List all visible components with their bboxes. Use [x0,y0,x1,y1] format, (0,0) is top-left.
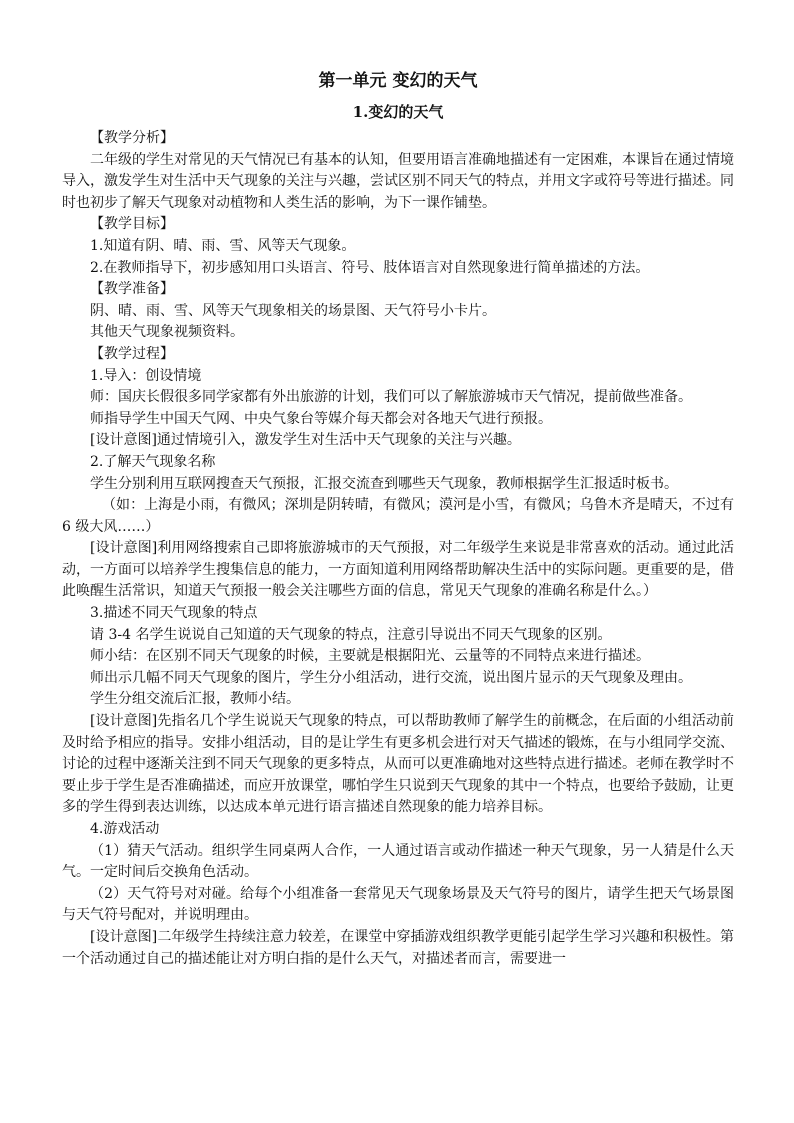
paragraph: [设计意图]利用网络搜索自己即将旅游城市的天气预报，对二年级学生来说是非常喜欢的活动。通过此活动，一方面可以培养学生搜集信息的能力，一方面知道利用网络帮助解决生活中的实际问题。更重要的是，借此唤醒生活常识，知道天气预报一般会关注哪些方面的信息，常见天气现象的准确名称是什么。） [62,540,734,600]
paragraph: 1.导入：创设情境 [90,367,202,384]
paragraph: 学生分组交流后汇报，教师小结。 [90,691,300,708]
unit-title: 第一单元 变幻的天气 [318,71,478,91]
paragraph: 师小结：在区别不同天气现象的时候，主要就是根据阳光、云量等的不同特点来进行描述。 [90,648,650,665]
paragraph: [设计意图]通过情境引入，激发学生对生活中天气现象的关注与兴趣。 [90,432,521,449]
paragraph: （如：上海是小雨，有微风；深圳是阴转晴，有微风；漠河是小雪，有微风；乌鲁木齐是晴天，不过有 6 级大风……） [62,497,734,535]
paragraph: 阴、晴、雨、雪、风等天气现象相关的场景图、天气符号小卡片。 [90,302,496,319]
paragraph: [设计意图]先指名几个学生说说天气现象的特点，可以帮助教师了解学生的前概念，在后面的小组活动前及时给予相应的指导。安排小组活动，目的是让学生有更多机会进行对天气描述的锻炼，在与小组同学交流、讨论的过程中逐渐关注到不同天气现象的更多特点，从而可以更准确地对这些特点进行描述。老师在教学时不要止步于学生是否准确描述，而应开放课堂，哪怕学生只说到天气现象的其中一个特点，也要给予鼓励，让更多的学生得到表达训练，以达成本单元进行语言描述自然现象的能力培养目标。 [62,713,734,816]
section-heading: 【教学过程】 [90,345,174,362]
paragraph: 1.知道有阴、晴、雨、雪、风等天气现象。 [90,237,356,254]
paragraph: 2.在教师指导下，初步感知用口头语言、符号、肢体语言对自然现象进行简单描述的方法。 [90,259,650,276]
paragraph: 师指导学生中国天气网、中央气象台等媒介每天都会对各地天气进行预报。 [90,410,552,427]
paragraph: 请 3-4 名学生说说自己知道的天气现象的特点，注意引导说出不同天气现象的区别。 [90,626,612,643]
paragraph: 2.了解天气现象名称 [90,453,216,470]
section-heading: 【教学准备】 [90,281,174,298]
paragraph: （1）猜天气活动。组织学生同桌两人合作，一人通过语言或动作描述一种天气现象，另一人猜是什么天气。一定时间后交换角色活动。 [62,842,734,881]
section-heading: 【教学目标】 [90,216,174,233]
document-body [62,128,734,970]
paragraph: 师：国庆长假很多同学家都有外出旅游的计划，我们可以了解旅游城市天气情况，提前做些准备。 [90,389,692,406]
paragraph: 学生分别利用互联网搜查天气预报，汇报交流查到哪些天气现象，教师根据学生汇报适时板书。 [90,475,678,492]
paragraph: 3.描述不同天气现象的特点 [90,605,258,622]
lesson-title: 1.变幻的天气 [352,103,444,121]
paragraph: （2）天气符号对对碰。给每个小组准备一套常见天气现象场景及天气符号的图片，请学生把天气场景图与天气符号配对，并说明理由。 [62,885,734,924]
paragraph: [设计意图]二年级学生持续注意力较差，在课堂中穿插游戏组织教学更能引起学生学习兴趣和积极性。第一个活动通过自己的描述能让对方明白指的是什么天气，对描述者而言，需要进一 [62,928,734,967]
paragraph: 师出示几幅不同天气现象的图片，学生分小组活动，进行交流，说出图片显示的天气现象及理由。 [90,669,692,686]
document-page [62,70,734,970]
paragraph: 4.游戏活动 [90,821,160,837]
paragraph: 其他天气现象视频资料。 [90,324,244,341]
section-heading: 【教学分析】 [90,130,174,146]
paragraph: 二年级的学生对常见的天气情况已有基本的认知，但要用语言准确地描述有一定困难，本课旨在通过情境导入，激发学生对生活中天气现象的关注与兴趣，尝试区别不同天气的特点，并用文字或符号等进行描述。同时也初步了解天气现象对动植物和人类生活的影响，为下一课作铺垫。 [62,151,734,211]
